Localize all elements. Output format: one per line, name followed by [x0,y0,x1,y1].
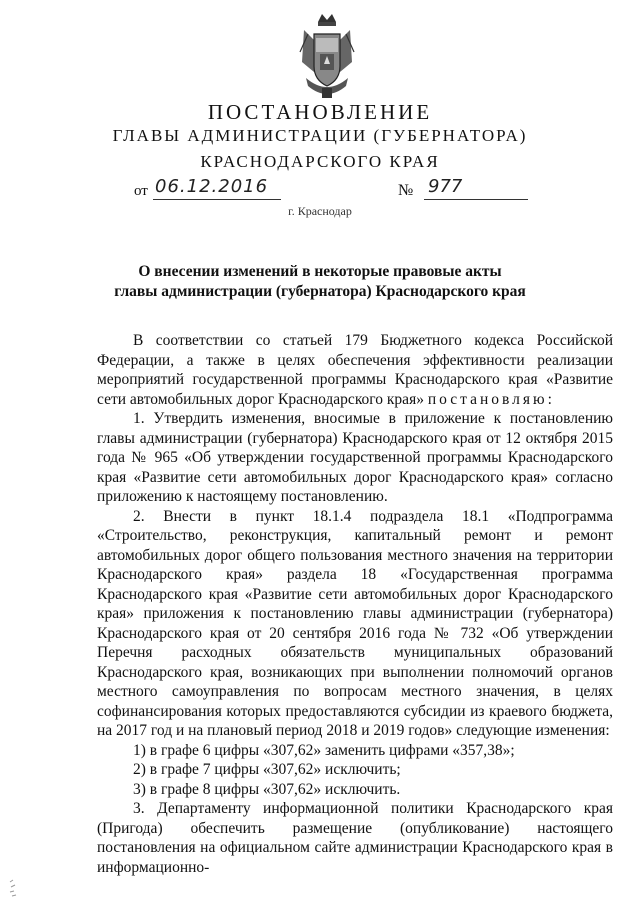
list-item-3: 3) в графе 8 цифры «307,62» исключить. [133,780,401,798]
paragraph-preamble [97,331,613,409]
region-heading: КРАСНОДАРСКОГО КРАЯ [200,152,440,171]
paragraph-2: 2. Внести в пункт 18.1.4 подраздела 18.1 «Подпрограмма «Строительство, реконструкция, капитальный ремонт и ремонт автомобильных дорог общего пользования местного значения на территории Краснодарского края» раздела 18 «Государственная программа Краснодарского края «Развитие сети автомобильных дорог Краснодарского края» приложения к постановлению главы администрации (губернатора) Краснодарского края от 20 сентября 2016 года № 732 «Об утверждении Перечня расходных обязательств муниципальных образований Краснодарского края, возникающих при выполнении полномочий органов местного самоуправления по вопросам местного значения, в целях софинансирования которых предоставляются субсидии из краевого бюджета, на 2017 год и на плановый период 2018 и 2019 годов» следующие изменения: [97,507,613,739]
resolve-word: постановляю: [427,390,555,408]
doc-type-heading: ПОСТАНОВЛЕНИЕ [207,100,433,124]
title-line-1: О внесении изменений в некоторые правовые акты [138,263,502,280]
preamble-text: В соответствии со статьей 179 Бюджетного кодекса Российской Федерации, а также в целях обеспечения эффективности реализации мероприятий государственной программы Краснодарского края «Развитие сети автомобильных дорог Краснодарского края» [97,332,613,408]
number-value-handwritten: 977 [428,176,463,197]
scan-mark [8,878,22,898]
date-label: от [134,183,148,199]
date-value-handwritten: 06.12.2016 [155,176,269,197]
number-underline [424,199,528,200]
paragraph-3: 3. Департаменту информационной политики Краснодарского края (Пригода) обеспечить размещение (опубликование) настоящего постановления на официальном сайте администрации Краснодарского края в информационно- [97,800,613,876]
document-title [100,262,540,302]
list-item-1: 1) в графе 6 цифры «307,62» заменить цифрами «357,38»; [133,741,515,759]
city-label: г. Краснодар [288,204,352,218]
paragraph-1: 1. Утвердить изменения, вносимые в приложение к постановлению главы администрации (губернатора) Краснодарского края от 12 октября 2015 года № 965 «Об утверждении государственной программы Краснодарского края «Развитие сети автомобильных дорог Краснодарского края» согласно приложению к настоящему постановлению. [97,410,613,505]
coat-of-arms-emblem [296,12,358,104]
issuer-heading: ГЛАВЫ АДМИНИСТРАЦИИ (ГУБЕРНАТОРА) [112,126,528,145]
document-body [97,331,613,877]
list-item-2: 2) в графе 7 цифры «307,62» исключить; [133,761,401,778]
title-line-2: главы администрации (губернатора) Краснодарского края [114,283,526,300]
number-label: № [398,182,414,199]
date-underline [153,199,281,200]
